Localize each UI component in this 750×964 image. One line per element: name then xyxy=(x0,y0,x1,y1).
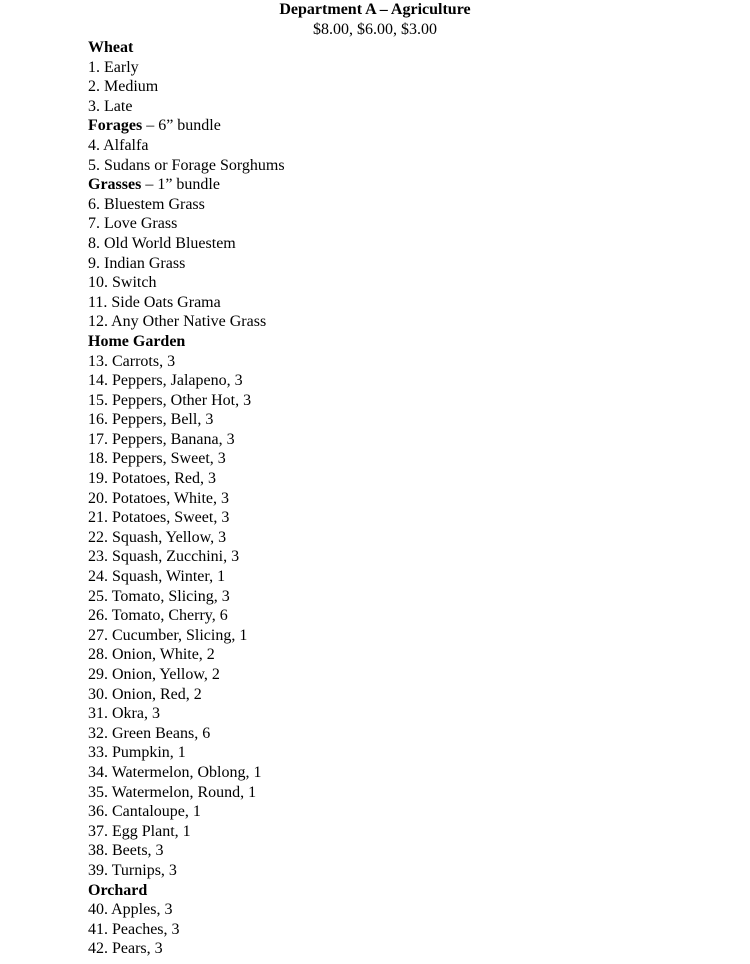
list-item: 4. Alfalfa xyxy=(88,136,149,154)
list-item: 31. Okra, 3 xyxy=(88,705,160,723)
list-item: 12. Any Other Native Grass xyxy=(88,313,267,331)
list-item: 26. Tomato, Cherry, 6 xyxy=(88,607,228,625)
list-item: 2. Medium xyxy=(88,78,159,96)
section-title: Wheat xyxy=(88,39,134,56)
section-heading xyxy=(88,332,688,352)
list-item: 14. Peppers, Jalapeno, 3 xyxy=(88,372,243,390)
list-item: 39. Turnips, 3 xyxy=(88,861,177,879)
document-header xyxy=(0,0,750,40)
list-item: 18. Peppers, Sweet, 3 xyxy=(88,450,226,468)
section-heading xyxy=(88,116,688,136)
list-item: 35. Watermelon, Round, 1 xyxy=(88,783,257,801)
list-item: 3. Late xyxy=(88,97,133,115)
section-title: Home Garden xyxy=(88,332,186,350)
list-item: 25. Tomato, Slicing, 3 xyxy=(88,587,230,605)
list-item: 38. Beets, 3 xyxy=(88,842,164,860)
section-note: – 6” bundle xyxy=(142,117,221,135)
list-item: 21. Potatoes, Sweet, 3 xyxy=(88,509,230,527)
document-title: Department A – Agriculture xyxy=(279,1,471,18)
section-heading xyxy=(88,38,688,58)
list-item: 16. Peppers, Bell, 3 xyxy=(88,411,214,429)
section-title: Orchard xyxy=(88,881,148,899)
list-item: 8. Old World Bluestem xyxy=(88,234,236,252)
section-note: – 1” bundle xyxy=(141,176,220,194)
list-item: 37. Egg Plant, 1 xyxy=(88,822,191,840)
list-item: 33. Pumpkin, 1 xyxy=(88,744,186,762)
list-item: 1. Early xyxy=(88,58,139,76)
section-heading xyxy=(88,175,688,195)
list-item: 19. Potatoes, Red, 3 xyxy=(88,470,216,488)
list-item: 6. Bluestem Grass xyxy=(88,195,205,213)
list-item: 23. Squash, Zucchini, 3 xyxy=(88,548,240,566)
list-item: 15. Peppers, Other Hot, 3 xyxy=(88,391,252,409)
list-item: 32. Green Beans, 6 xyxy=(88,724,211,742)
list-item: 40. Apples, 3 xyxy=(88,901,173,919)
list-item: 42. Pears, 3 xyxy=(88,940,163,958)
list-item: 7. Love Grass xyxy=(88,215,178,233)
list-item: 30. Onion, Red, 2 xyxy=(88,685,202,703)
list-item: 24. Squash, Winter, 1 xyxy=(88,568,226,586)
list-item: 20. Potatoes, White, 3 xyxy=(88,489,230,507)
list-item: 27. Cucumber, Slicing, 1 xyxy=(88,626,248,644)
prize-amounts: $8.00, $6.00, $3.00 xyxy=(313,21,437,38)
list-item: 29. Onion, Yellow, 2 xyxy=(88,666,220,683)
section-title: Forages xyxy=(88,117,143,135)
list-item: 11. Side Oats Grama xyxy=(88,293,221,311)
entry-list xyxy=(88,38,688,959)
section-heading xyxy=(88,881,688,901)
list-item: 5. Sudans or Forage Sorghums xyxy=(88,156,285,174)
list-item: 41. Peaches, 3 xyxy=(88,920,180,938)
list-item: 9. Indian Grass xyxy=(88,254,186,272)
list-item: 28. Onion, White, 2 xyxy=(88,646,215,664)
list-item: 34. Watermelon, Oblong, 1 xyxy=(88,763,262,781)
list-item: 22. Squash, Yellow, 3 xyxy=(88,528,227,546)
list-item: 36. Cantaloupe, 1 xyxy=(88,803,201,821)
list-item: 10. Switch xyxy=(88,274,157,292)
list-item: 17. Peppers, Banana, 3 xyxy=(88,430,235,448)
list-item: 13. Carrots, 3 xyxy=(88,352,176,370)
section-title: Grasses xyxy=(88,176,142,194)
